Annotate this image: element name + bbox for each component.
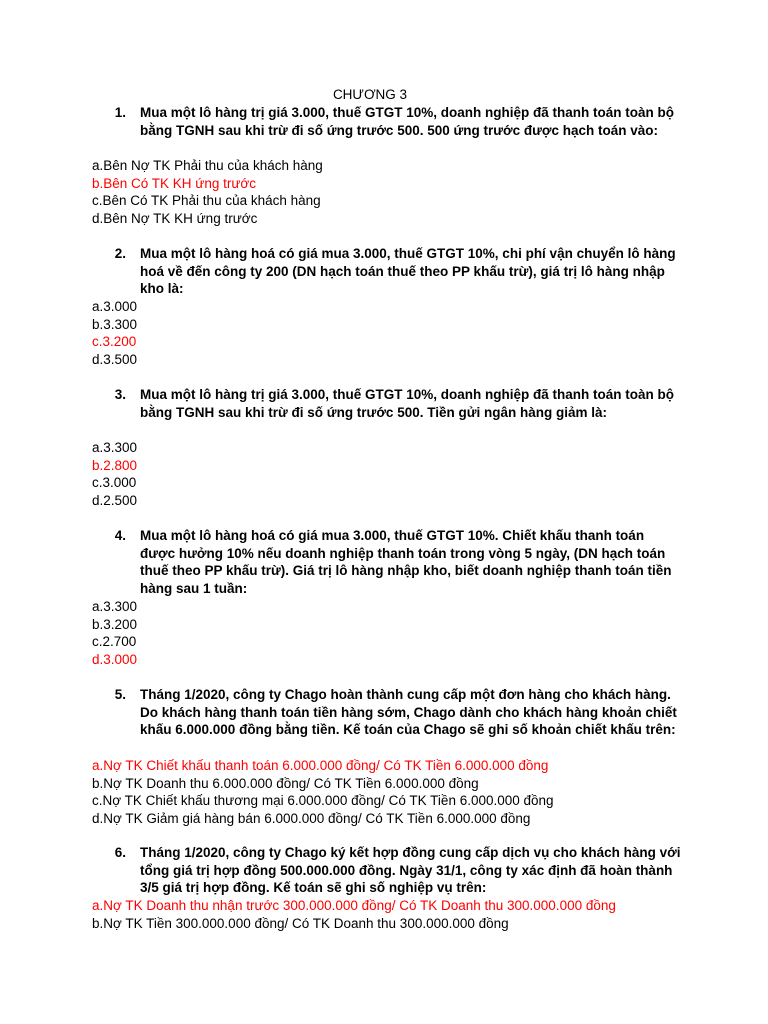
question-text: Mua một lô hàng trị giá 3.000, thuế GTGT 10%, doanh nghiệp đã thanh toán toàn bộ bằng TGNH sau khi trừ đi số ứng trước 500. Tiền gửi ngân hàng giảm là:	[140, 387, 675, 420]
answer-option-c: c.2.700	[92, 634, 137, 650]
answer-option-b: b.Nợ TK Doanh thu 6.000.000 đồng/ Có TK Tiền 6.000.000 đồng	[92, 775, 479, 791]
answer-option-c: c.Nợ TK Chiết khấu thương mại 6.000.000 đồng/ Có TK Tiền 6.000.000 đồng	[92, 793, 554, 809]
answer-option-c: c.3.000	[92, 475, 137, 491]
answer-option-a: a.3.300	[92, 599, 138, 614]
question-header	[92, 386, 682, 421]
answer-option-a: a.Nợ TK Doanh thu nhận trước 300.000.000 đồng/ Có TK Doanh thu 300.000.000 đồng	[92, 898, 616, 913]
question-2	[92, 245, 682, 298]
question-text: Tháng 1/2020, công ty Chago hoàn thành cung cấp một đơn hàng cho khách hàng. Do khách hàng thanh toán tiền hàng sớm, Chago dành cho khách hàng khoản chiết khấu 6.000.000 đồng bằng tiền. Kế toán của Chago sẽ ghi số khoản chiết khấu trên:	[140, 687, 677, 738]
answer-option-d: d.3.000	[92, 651, 138, 667]
question-text: Tháng 1/2020, công ty Chago ký kết hợp đồng cung cấp dịch vụ cho khách hàng với tổng giá trị hợp đồng 500.000.000 đồng. Ngày 31/1, công ty xác định đã hoàn thành 3/5 giá trị hợp đồng. Kế toán sẽ ghi số nghiệp vụ trên:	[140, 845, 681, 896]
question-header	[92, 104, 682, 139]
answer-option-b: b.Bên Có TK KH ứng trước	[92, 175, 256, 191]
answer-options-6	[92, 897, 616, 932]
question-4	[92, 527, 682, 597]
question-5	[92, 686, 682, 739]
question-text: Mua một lô hàng hoá có giá mua 3.000, thuế GTGT 10%, chi phí vận chuyển lô hàng hoá về đến công ty 200 (DN hạch toán thuế theo PP khấu trừ), giá trị lô hàng nhập kho là:	[140, 246, 676, 297]
answer-option-c: c.3.200	[92, 334, 137, 350]
answer-options-4	[92, 598, 137, 668]
answer-option-c: c.Bên Có TK Phải thu của khách hàng	[92, 193, 321, 209]
question-number: 6.	[114, 845, 126, 860]
answer-options-5	[92, 757, 554, 827]
answer-option-a: a.3.000	[92, 299, 138, 314]
question-3	[92, 386, 682, 421]
answer-option-a: a.3.300	[92, 440, 138, 455]
answer-option-a: a.Bên Nợ TK Phải thu của khách hàng	[92, 158, 323, 173]
answer-option-b: b.2.800	[92, 457, 138, 473]
question-number: 2.	[114, 246, 126, 261]
answer-option-d: d.Nợ TK Giảm giá hàng bán 6.000.000 đồng/ Có TK Tiền 6.000.000 đồng	[92, 810, 531, 826]
question-header	[92, 686, 682, 739]
question-text: Mua một lô hàng trị giá 3.000, thuế GTGT 10%, doanh nghiệp đã thanh toán toàn bộ bằng TGNH sau khi trừ đi số ứng trước 500. 500 ứng trước được hạch toán vào:	[140, 105, 675, 138]
answer-options-3	[92, 439, 137, 509]
answer-options-1	[92, 157, 323, 227]
question-6	[92, 844, 682, 897]
question-header	[92, 245, 682, 298]
question-number: 5.	[114, 687, 126, 702]
answer-option-d: d.Bên Nợ TK KH ứng trước	[92, 210, 258, 226]
question-1	[92, 104, 682, 139]
question-number: 4.	[114, 528, 126, 543]
answer-option-a: a.Nợ TK Chiết khấu thanh toán 6.000.000 đồng/ Có TK Tiền 6.000.000 đồng	[92, 758, 549, 773]
chapter-title: CHƯƠNG 3	[332, 87, 408, 102]
question-number: 1.	[114, 105, 126, 120]
question-text: Mua một lô hàng hoá có giá mua 3.000, thuế GTGT 10%. Chiết khấu thanh toán được hưởng 10% nếu doanh nghiệp thanh toán trong vòng 5 ngày, (DN hạch toán thuế theo PP khấu trừ). Giá trị lô hàng nhập kho, biết doanh nghiệp thanh toán tiền hàng sau 1 tuần:	[140, 528, 672, 596]
answer-option-b: b.3.300	[92, 316, 138, 332]
question-header	[92, 844, 682, 897]
answer-option-d: d.2.500	[92, 492, 138, 508]
answer-option-b: b.Nợ TK Tiền 300.000.000 đồng/ Có TK Doanh thu 300.000.000 đồng	[92, 915, 509, 931]
question-number: 3.	[114, 387, 126, 402]
answer-option-b: b.3.200	[92, 616, 138, 632]
question-header	[92, 527, 682, 597]
answer-options-2	[92, 298, 137, 368]
answer-option-d: d.3.500	[92, 351, 138, 367]
